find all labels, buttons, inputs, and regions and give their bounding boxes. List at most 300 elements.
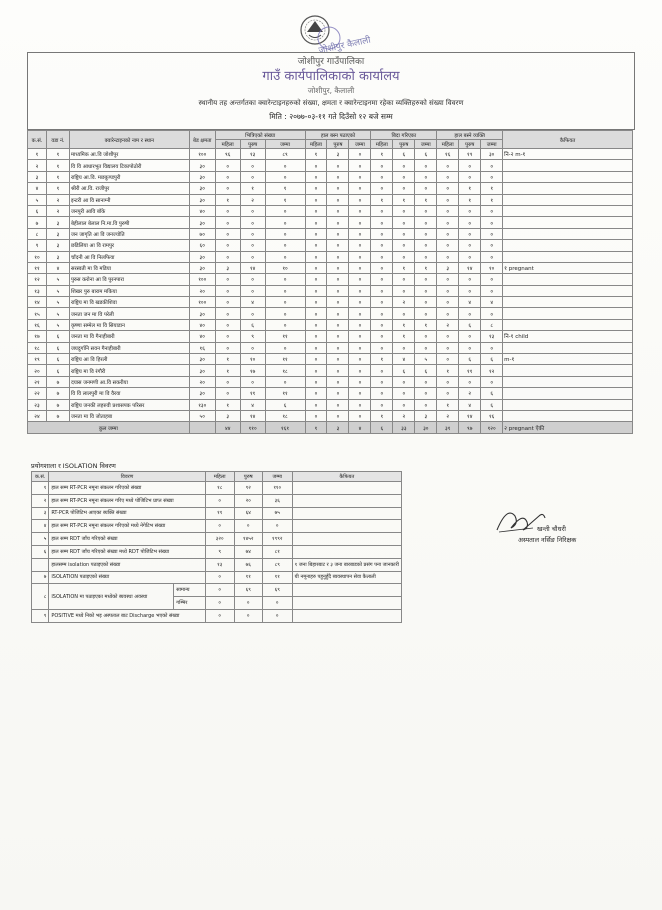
cell-ward: ७ <box>46 399 69 410</box>
cell-count: १ <box>481 194 503 205</box>
cell-count: ० <box>459 376 481 387</box>
table-row <box>28 399 633 410</box>
iso-cell-remarks: यी नमूनाहरु पहुनुहुँदै ब्यवस्थापन सेवा कैलाली <box>292 571 401 584</box>
cell-count: ० <box>240 171 265 182</box>
cell-capacity: १६ <box>189 342 215 353</box>
cell-ward: ५ <box>46 308 69 319</box>
cell-ward: ५ <box>46 274 69 285</box>
cell-count: ० <box>371 274 393 285</box>
iso-row <box>32 507 402 520</box>
cell-count: ० <box>393 251 415 262</box>
cell-sn: २२ <box>28 388 47 399</box>
table-row <box>28 274 633 285</box>
cell-count: ० <box>265 171 305 182</box>
cell-remarks <box>503 194 633 205</box>
cell-count: ३ <box>415 410 437 421</box>
cell-count: ११ <box>240 388 265 399</box>
iso-cell-desc: RT-PCR पोजिटिभ आएका ब्यक्ति संख्या <box>49 507 205 520</box>
cell-count: ० <box>327 217 349 228</box>
cell-count: ० <box>371 331 393 342</box>
iso-cell-female: ९ <box>205 545 234 558</box>
cell-remarks <box>503 365 633 376</box>
cell-name: वि वि लालपुरी मा वि वैरया <box>69 388 189 399</box>
cell-count: ० <box>481 376 503 387</box>
cell-count: ० <box>349 376 371 387</box>
table-row <box>28 308 633 319</box>
cell-capacity: ३० <box>189 160 215 171</box>
subheader-female: महिला <box>437 140 459 149</box>
cell-count: ० <box>437 228 459 239</box>
cell-count: ० <box>265 308 305 319</box>
iso-cell-desc: हालसम्म isolation पठाइएको संख्या <box>49 558 205 571</box>
cell-count: २ <box>393 410 415 421</box>
cell-count: ० <box>459 308 481 319</box>
cell-ward: ७ <box>46 388 69 399</box>
table-row <box>28 228 633 239</box>
cell-capacity: १०० <box>189 297 215 308</box>
header-group-admitted: भित्रिएको संख्या <box>215 131 305 140</box>
cell-count: ० <box>415 297 437 308</box>
cell-count: ० <box>437 217 459 228</box>
iso-cell-remarks <box>292 609 401 622</box>
subheader-male: पुरुष <box>240 140 265 149</box>
iso-cell-remarks <box>292 533 401 546</box>
cell-name: राष्ट्रिय जनकी लहरुवी प्रशासपक परिसर <box>69 399 189 410</box>
cell-sn: ११ <box>28 262 47 273</box>
cell-count: ४ <box>240 297 265 308</box>
iso-cell-sn: २ <box>32 494 49 507</box>
iso-cell-remarks <box>292 520 401 533</box>
cell-remarks <box>503 297 633 308</box>
cell-count: ० <box>349 240 371 251</box>
cell-count: ० <box>371 240 393 251</box>
cell-count: ० <box>393 388 415 399</box>
cell-sn: १८ <box>28 342 47 353</box>
cell-count: ० <box>459 171 481 182</box>
cell-ward: ५ <box>46 297 69 308</box>
cell-count: ० <box>393 228 415 239</box>
header-name: क्वारेन्टाइनको नाम र स्थान <box>69 131 189 149</box>
cell-count: १६ <box>481 410 503 421</box>
cell-count: ० <box>393 399 415 410</box>
table-row <box>28 240 633 251</box>
cell-name: राष्ट्रिय मा वि रंगौरी <box>69 365 189 376</box>
cell-sn: २४ <box>28 410 47 421</box>
cell-count: ० <box>437 342 459 353</box>
cell-count: ० <box>215 205 240 216</box>
cell-count: ० <box>327 183 349 194</box>
cell-count: ० <box>437 205 459 216</box>
iso-cell-desc: POSITIVE मध्ये निको भइ अस्पताल बाट Discharge भएको संख्या <box>49 609 205 622</box>
iso-cell-female: ० <box>205 584 234 597</box>
table-row <box>28 297 633 308</box>
cell-count: ० <box>371 217 393 228</box>
cell-capacity: ४० <box>189 205 215 216</box>
cell-count: ० <box>415 331 437 342</box>
cell-capacity: १३० <box>189 399 215 410</box>
cell-capacity: ५० <box>189 410 215 421</box>
cell-count: ० <box>415 274 437 285</box>
cell-ward: १ <box>46 160 69 171</box>
cell-count: १४ <box>240 262 265 273</box>
cell-count: ० <box>240 160 265 171</box>
cell-count: ० <box>481 240 503 251</box>
cell-ward: ५ <box>46 319 69 330</box>
cell-count: १४ <box>240 410 265 421</box>
cell-count: १ <box>305 149 327 160</box>
iso-row <box>32 533 402 546</box>
header-remarks: कैफियत <box>503 131 633 149</box>
cell-sn: ४ <box>28 183 47 194</box>
cell-count: ० <box>349 183 371 194</box>
cell-count: ० <box>305 274 327 285</box>
cell-capacity: ७० <box>189 228 215 239</box>
cell-count: १ <box>371 410 393 421</box>
iso-cell-female: ३२० <box>205 533 234 546</box>
iso-cell-sn: ८ <box>32 584 49 610</box>
cell-count: १ <box>481 183 503 194</box>
table-row <box>28 354 633 365</box>
iso-cell-sn: ५ <box>32 533 49 546</box>
cell-count: ० <box>305 342 327 353</box>
isolation-table-body <box>32 482 402 623</box>
cell-count: ० <box>265 160 305 171</box>
iso-cell-total: ० <box>262 520 292 533</box>
iso-row <box>32 520 402 533</box>
cell-count: ० <box>265 376 305 387</box>
cell-count: ० <box>305 194 327 205</box>
cell-count: ० <box>215 240 240 251</box>
iso-cell-total: ८१ <box>262 545 292 558</box>
cell-count: ० <box>393 217 415 228</box>
iso-cell-female: ० <box>205 520 234 533</box>
cell-capacity: ६० <box>189 240 215 251</box>
cell-count: ३ <box>215 262 240 273</box>
cell-count: ० <box>459 228 481 239</box>
cell-name: चाँदनी आ वि निलफिया <box>69 251 189 262</box>
cell-ward: १ <box>46 149 69 160</box>
cell-count: ० <box>327 410 349 421</box>
cell-count: ० <box>437 183 459 194</box>
cell-count: १२ <box>481 365 503 376</box>
iso-row <box>32 609 402 622</box>
cell-count: १ <box>415 262 437 273</box>
cell-count: ० <box>305 205 327 216</box>
cell-count: ० <box>215 183 240 194</box>
cell-remarks <box>503 388 633 399</box>
cell-count: ६ <box>415 149 437 160</box>
cell-count: ११ <box>459 365 481 376</box>
cell-count: ० <box>305 240 327 251</box>
iso-row <box>32 584 402 597</box>
cell-count: ० <box>240 205 265 216</box>
cell-count: ० <box>305 354 327 365</box>
cell-count: ० <box>240 251 265 262</box>
cell-count: ० <box>349 285 371 296</box>
table-row <box>28 183 633 194</box>
cell-ward: ३ <box>46 240 69 251</box>
cell-sn: २३ <box>28 399 47 410</box>
cell-remarks <box>503 285 633 296</box>
iso-cell-female: ० <box>205 571 234 584</box>
cell-count: ४ <box>459 297 481 308</box>
cell-count: ० <box>481 285 503 296</box>
cell-count: ० <box>327 160 349 171</box>
cell-count: ० <box>415 376 437 387</box>
iso-cell-remarks <box>292 494 401 507</box>
cell-count: ६ <box>393 365 415 376</box>
iso-cell-total: ८९ <box>262 558 292 571</box>
cell-ward: ७ <box>46 410 69 421</box>
subheader-male: पुरुष <box>459 140 481 149</box>
cell-count: ० <box>371 342 393 353</box>
iso-cell-female: ० <box>205 609 234 622</box>
total-label: कुल जम्मा <box>28 422 190 433</box>
cell-count: ० <box>215 331 240 342</box>
cell-sn: २० <box>28 365 47 376</box>
cell-count: ० <box>393 171 415 182</box>
iso-cell-male: १४५२ <box>234 533 262 546</box>
cell-count: ० <box>265 240 305 251</box>
cell-capacity: ३० <box>189 217 215 228</box>
cell-count: ११ <box>265 388 305 399</box>
cell-count: ० <box>349 365 371 376</box>
iso-cell-remarks <box>292 507 401 520</box>
cell-name: जनता मा वि गैनाहीबारी <box>69 331 189 342</box>
cell-remarks: १ pregnant <box>503 262 633 273</box>
cell-count: ० <box>327 388 349 399</box>
header-group-current: हाल बस्ने व्यक्ति <box>437 131 503 140</box>
cell-count: ० <box>215 160 240 171</box>
document-subtitle: स्थानीय तह अन्तर्गतका क्वारेन्टाइनहरुको संख्या, क्षमता र क्वारेन्टाइनमा रहेका व्यक्तिहरुको संख्या विवरण <box>198 99 464 107</box>
cell-capacity: ३० <box>189 183 215 194</box>
cell-count: ० <box>481 251 503 262</box>
header-capacity: बेड क्षमता <box>189 131 215 149</box>
total-count: ४ <box>349 422 371 433</box>
cell-count: ० <box>481 217 503 228</box>
cell-count: १८ <box>265 410 305 421</box>
cell-count: ० <box>437 297 459 308</box>
cell-count: १ <box>415 319 437 330</box>
cell-count: ० <box>305 388 327 399</box>
table-row <box>28 365 633 376</box>
cell-count: ४ <box>481 297 503 308</box>
cell-count: ० <box>305 297 327 308</box>
iso-row <box>32 482 402 495</box>
cell-count: ० <box>240 217 265 228</box>
cell-count: ० <box>305 376 327 387</box>
cell-count: ० <box>305 308 327 319</box>
cell-count: ० <box>215 297 240 308</box>
cell-sn: १५ <box>28 308 47 319</box>
cell-count: १ <box>215 194 240 205</box>
office-name: जोशीपुर गाउँपालिका <box>297 57 365 67</box>
cell-count: १ <box>459 194 481 205</box>
cell-count: ० <box>415 217 437 228</box>
cell-count: ० <box>393 205 415 216</box>
cell-count: ६ <box>481 388 503 399</box>
cell-count: ३ <box>327 149 349 160</box>
cell-count: ० <box>349 297 371 308</box>
iso-cell-male: ९२ <box>234 482 262 495</box>
cell-count: ० <box>371 297 393 308</box>
cell-count: ० <box>305 262 327 273</box>
total-count: ३० <box>415 422 437 433</box>
cell-count: १ <box>371 149 393 160</box>
cell-count: ० <box>393 342 415 353</box>
cell-count: १ <box>240 183 265 194</box>
cell-count: ९६ <box>215 149 240 160</box>
cell-count: ० <box>240 228 265 239</box>
subheader-total: जम्मा <box>415 140 437 149</box>
subheader-male: पुरुष <box>327 140 349 149</box>
total-remarks: २ pregnant ऐकी <box>503 422 633 433</box>
cell-count: ० <box>327 331 349 342</box>
cell-count: ० <box>349 319 371 330</box>
total-count: ३१ <box>437 422 459 433</box>
cell-count: ० <box>265 285 305 296</box>
cell-name: बेहीलाल बेलाल नि.मा.वि पुरुषी <box>69 217 189 228</box>
subheader-total: जम्मा <box>349 140 371 149</box>
iso-cell-male: ६९ <box>234 584 262 597</box>
subheader-total: जम्मा <box>481 140 503 149</box>
cell-remarks: नि-२ m-१ <box>503 149 633 160</box>
cell-name: जनपुरी आवि बाँके <box>69 205 189 216</box>
cell-capacity: ३० <box>189 308 215 319</box>
cell-count: ० <box>327 171 349 182</box>
cell-count: ० <box>437 274 459 285</box>
cell-count: ० <box>215 308 240 319</box>
cell-count: ० <box>415 160 437 171</box>
cell-count: ० <box>371 308 393 319</box>
cell-sn: १६ <box>28 319 47 330</box>
cell-sn: १९ <box>28 354 47 365</box>
cell-count: ० <box>393 274 415 285</box>
subheader-male: पुरुष <box>393 140 415 149</box>
iso-header-remarks: कैफियत <box>292 472 401 482</box>
cell-count: ० <box>371 228 393 239</box>
cell-count: १ <box>415 194 437 205</box>
cell-remarks: m-१ <box>503 354 633 365</box>
cell-count: २ <box>240 194 265 205</box>
header-group-sent: हाल बस्न पठाएको <box>305 131 371 140</box>
cell-name: वि वि आधारभूत विद्यालय टिकापोठोरी <box>69 160 189 171</box>
cell-count: १८ <box>265 365 305 376</box>
cell-count: ० <box>415 308 437 319</box>
iso-row <box>32 545 402 558</box>
cell-count: ० <box>371 262 393 273</box>
cell-count: ० <box>437 376 459 387</box>
total-count: ६ <box>371 422 393 433</box>
cell-ward: ६ <box>46 342 69 353</box>
cell-count: २ <box>459 388 481 399</box>
iso-cell-total: ० <box>262 597 292 610</box>
cell-count: ० <box>393 240 415 251</box>
cell-name: छडिलिया आ वि रामपुर <box>69 240 189 251</box>
cell-count: ५ <box>415 354 437 365</box>
total-count: १ <box>305 422 327 433</box>
cell-capacity: ३० <box>189 171 215 182</box>
cell-count: ० <box>215 171 240 182</box>
cell-remarks <box>503 205 633 216</box>
cell-count: ० <box>327 285 349 296</box>
cell-count: १६ <box>437 149 459 160</box>
cell-count: ६ <box>415 365 437 376</box>
isolation-table <box>31 471 402 623</box>
date-line: मिति : २०७७-०३-११ गते दिउँसो १२ बजे सम्म <box>269 112 393 121</box>
cell-ward: १ <box>46 171 69 182</box>
cell-remarks <box>503 217 633 228</box>
iso-cell-male: २० <box>234 494 262 507</box>
cell-count: ० <box>459 251 481 262</box>
cell-count: १ <box>393 194 415 205</box>
cell-sn: १७ <box>28 331 47 342</box>
cell-capacity: २० <box>189 376 215 387</box>
cell-count: ६ <box>393 149 415 160</box>
table-row <box>28 388 633 399</box>
cell-ward: ५ <box>46 285 69 296</box>
cell-remarks <box>503 240 633 251</box>
cell-count: १० <box>265 262 305 273</box>
cell-ward: ६ <box>46 365 69 376</box>
cell-count: ० <box>215 376 240 387</box>
cell-capacity: २० <box>189 285 215 296</box>
cell-count: १ <box>393 319 415 330</box>
cell-count: ० <box>305 410 327 421</box>
cell-count: ० <box>305 183 327 194</box>
cell-count: ० <box>305 285 327 296</box>
cell-remarks <box>503 251 633 262</box>
cell-name: जनता मा वि जोताहबा <box>69 410 189 421</box>
cell-count: १ <box>265 194 305 205</box>
signatory-role: अस्पताल नर्सिङ निरिक्षक <box>518 536 577 544</box>
cell-count: ० <box>371 388 393 399</box>
cell-remarks <box>503 410 633 421</box>
iso-cell-sn: १ <box>32 482 49 495</box>
header-ward: वडा नं. <box>46 131 69 149</box>
cell-name: राष्ट्रिय मा वि खडकीशिवा <box>69 297 189 308</box>
cell-sn: ६ <box>28 205 47 216</box>
cell-count: ० <box>240 308 265 319</box>
cell-count: ३ <box>437 262 459 273</box>
table-row <box>28 149 633 160</box>
cell-capacity: ४० <box>189 319 215 330</box>
iso-cell-desc: हाल सम्म RT-PCR नमूना संकलन गरिएको मध्ये नेगेटिभ संख्या <box>49 520 205 533</box>
cell-sn: ९ <box>28 240 47 251</box>
cell-sn: १२ <box>28 274 47 285</box>
cell-count: ० <box>415 171 437 182</box>
cell-count: १ <box>215 354 240 365</box>
cell-count: ० <box>349 399 371 410</box>
iso-cell-desc: हाल सम्म RDT जाँच गरिएको संख्या मध्ये RDT पोजिटिभ संख्या <box>49 545 205 558</box>
cell-count: ० <box>305 365 327 376</box>
iso-cell-male: ११ <box>234 571 262 584</box>
iso-cell-remarks <box>292 597 401 610</box>
cell-count: ० <box>437 251 459 262</box>
cell-count: १ <box>437 365 459 376</box>
cell-count: ० <box>349 160 371 171</box>
iso-cell-total: ० <box>262 609 292 622</box>
cell-count: ० <box>437 331 459 342</box>
cell-name: जन जागृति आ वि जनज्योति <box>69 228 189 239</box>
cell-remarks <box>503 183 633 194</box>
quarantine-table-body <box>28 149 633 434</box>
cell-count: ० <box>265 319 305 330</box>
iso-cell-sn: ३ <box>32 507 49 520</box>
cell-count: १ <box>265 183 305 194</box>
cell-count: ० <box>481 228 503 239</box>
cell-ward: २ <box>46 205 69 216</box>
